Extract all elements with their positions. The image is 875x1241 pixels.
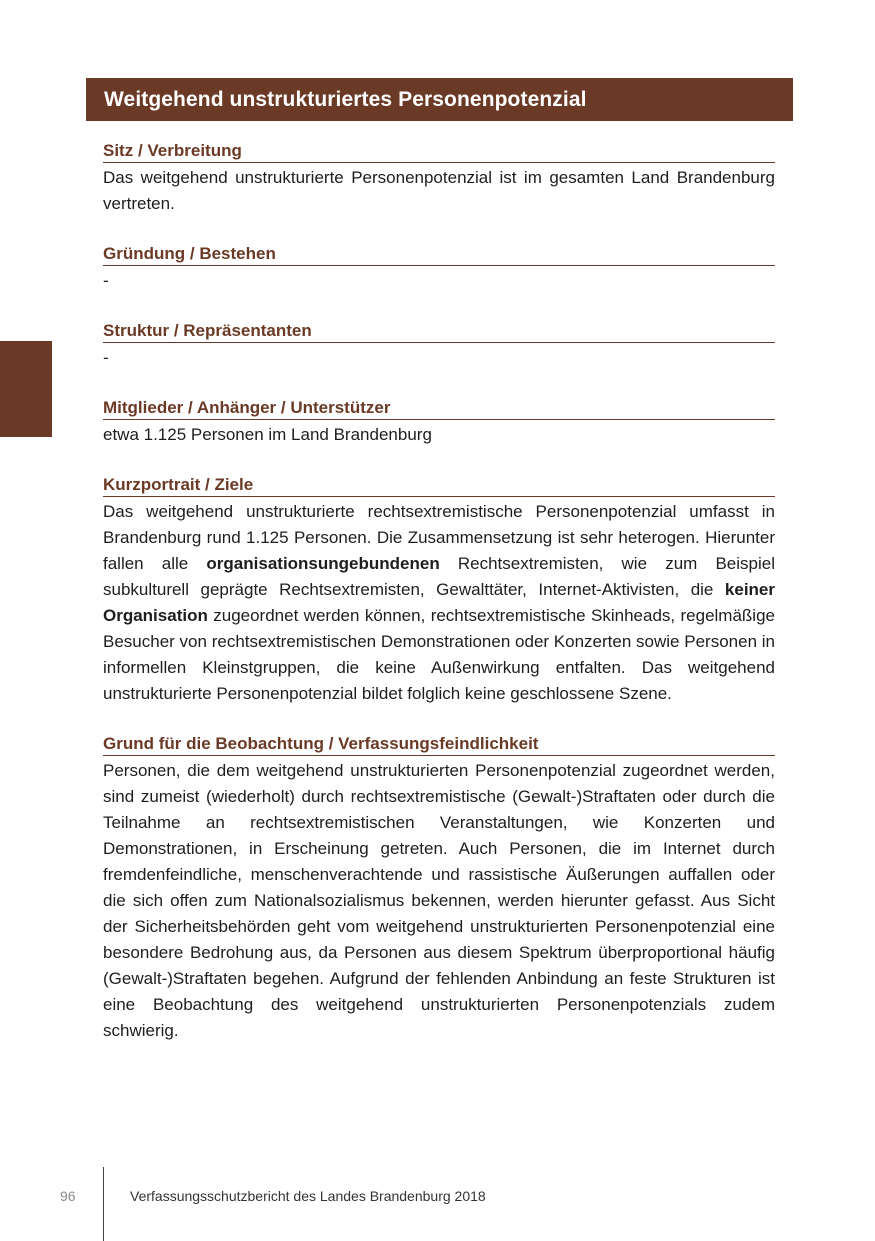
chapter-tab-marker xyxy=(0,341,52,437)
content xyxy=(103,140,775,1070)
text-run: Rechtsextremisten, wie zum Beispiel subkulturell geprägte Rechtsextremisten, Gewalttäter, Internet-Aktivisten, die xyxy=(103,554,775,599)
bold-term: keiner Organisation xyxy=(103,580,775,625)
section-grund xyxy=(103,733,775,1044)
section-text: Das weitgehend unstrukturierte Personenpotenzial ist im gesamten Land Brandenburg vertreten. xyxy=(103,168,775,213)
section-text: - xyxy=(103,271,109,290)
footer-divider xyxy=(103,1167,104,1241)
section-sitz xyxy=(103,140,775,217)
section-mitglieder xyxy=(103,397,775,448)
section-text xyxy=(103,499,775,707)
section-kurzportrait xyxy=(103,474,775,707)
page-title: Weitgehend unstrukturiertes Personenpotenzial xyxy=(104,87,587,111)
bold-term: organisationsungebundenen xyxy=(206,554,440,573)
title-bar xyxy=(86,78,793,121)
text-run: Das weitgehend unstrukturierte rechtsextremistische Personenpotenzial umfasst in Brandenburg rund 1.125 Personen. Die Zusammensetzung ist sehr heterogen. Hierunter fallen alle xyxy=(103,502,775,573)
section-text: Personen, die dem weitgehend unstrukturierten Personenpotenzial zugeordnet werden, sind zumeist (wiederholt) durch rechtsextremistische (Gewalt-)Straftaten oder durch die Teilnahme an rechtsextremistischen Veranstaltungen, wie Konzerten und Demonstrationen, in Erscheinung getreten. Auch Personen, die im Internet durch fremdenfeindliche, menschenverachtende und rassistische Äußerungen auffallen oder die sich offen zum Nationalsozialismus bekennen, werden hierunter gefasst. Aus Sicht der Sicherheitsbehörden geht vom weitgehend unstrukturierten Personenpotenzial eine besondere Bedrohung aus, da Personen aus diesem Spektrum überproportional häufig (Gewalt-)Straftaten begehen. Aufgrund der fehlenden Anbindung an feste Strukturen ist eine Beobachtung des weitgehend unstrukturierten Personenpotenzials zudem schwierig. xyxy=(103,761,775,1040)
section-heading: Sitz / Verbreitung xyxy=(103,140,775,163)
section-heading: Mitglieder / Anhänger / Unterstützer xyxy=(103,397,775,420)
section-heading: Grund für die Beobachtung / Verfassungsfeindlichkeit xyxy=(103,733,775,756)
section-struktur xyxy=(103,320,775,371)
section-heading: Struktur / Repräsentanten xyxy=(103,320,775,343)
section-heading: Kurzportrait / Ziele xyxy=(103,474,775,497)
page-number: 96 xyxy=(60,1188,76,1204)
section-heading: Gründung / Bestehen xyxy=(103,243,775,266)
section-text: etwa 1.125 Personen im Land Brandenburg xyxy=(103,425,432,444)
section-text: - xyxy=(103,348,109,367)
footer-title: Verfassungsschutzbericht des Landes Brandenburg 2018 xyxy=(130,1188,486,1204)
text-run: zugeordnet werden können, rechtsextremistische Skinheads, regelmäßige Besucher von rechtsextremistischen Demonstrationen oder Konzerten sowie Personen in informellen Kleinstgruppen, die keine Außenwirkung entfalten. Das weitgehend unstrukturierte Personenpotenzial bildet folglich keine geschlossene Szene. xyxy=(103,606,775,703)
section-gruendung xyxy=(103,243,775,294)
